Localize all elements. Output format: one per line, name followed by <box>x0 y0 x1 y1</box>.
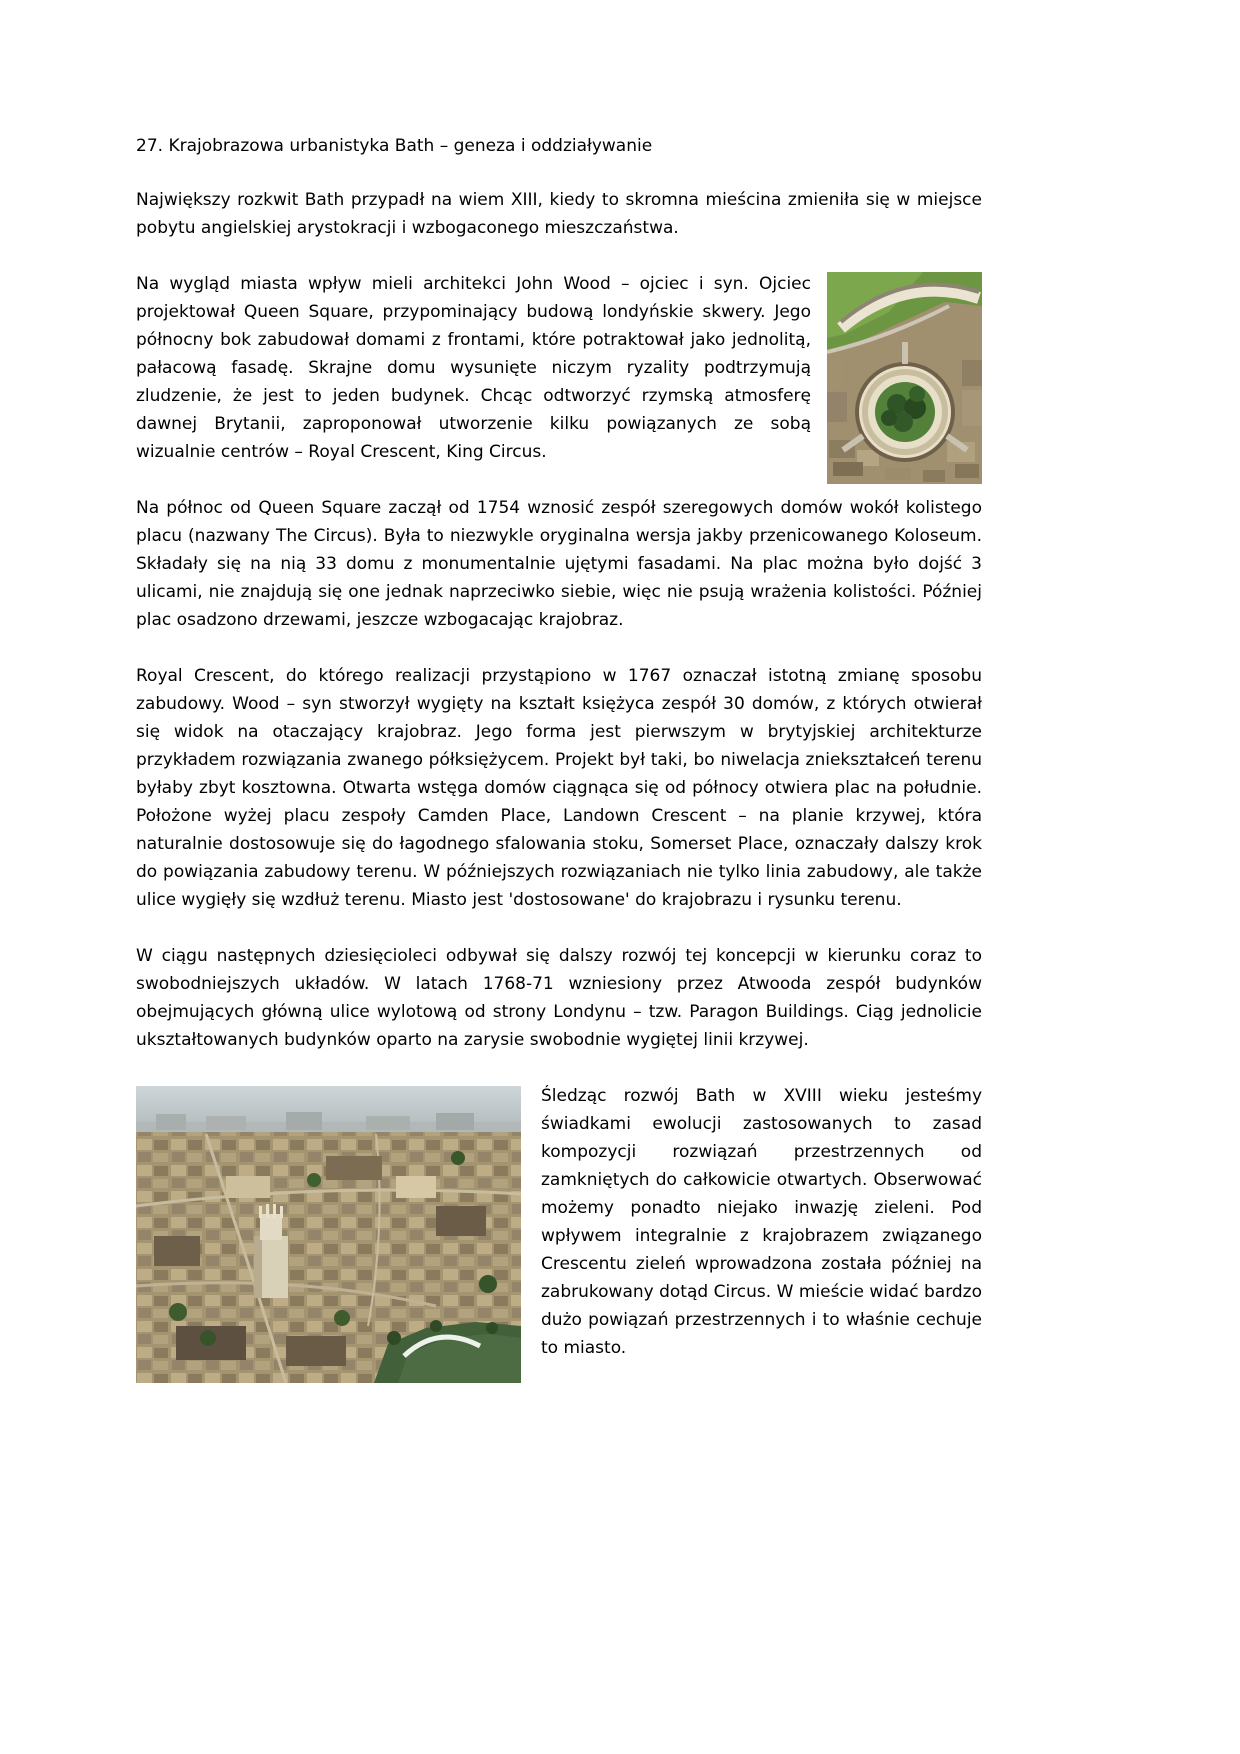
paragraph-queen-square: Na wygląd miasta wpływ mieli architekci John Wood – ojciec i syn. Ojciec projektował Queen Square, przypominający budową londyńskie skwery. Jego północny bok zabudował domami z frontami, które potraktował jako jednolitą, pałacową fasadę. Skrajne domu wysunięte niczym ryzality podtrzymują zludzenie, że jest to jeden budynek. Chcąc odtworzyć rzymską atmosferę dawnej Brytanii, zaproponował utworzenie kilku powiązanych ze sobą wizualnie centrów – Royal Crescent, King Circus. <box>136 274 811 462</box>
bath-circus-aerial-photo <box>827 272 982 484</box>
paragraph-the-circus: Na północ od Queen Square zaczął od 1754 wznosić zespół szeregowych domów wokół kolistego placu (nazwany The Circus). Była to niezwykle oryginalna wersja jakby przenicowanego Koloseum. Składały się na nią 33 domu z monumentalnie ujętymi fasadami. Na plac można było dojść 3 ulicami, nie znajdują się one jednak naprzeciwko siebie, więc nie psują wrażenia kolistości. Później plac osadzono drzewami, jeszcze wzbogacając krajobraz. <box>136 498 982 630</box>
paragraph-royal-crescent: Royal Crescent, do którego realizacji przystąpiono w 1767 oznaczał istotną zmianę sposobu zabudowy. Wood – syn stworzył wygięty na kształt księżyca zespół 30 domów, z których otwierał się widok na otaczający krajobraz. Jego forma jest pierwszym w brytyjskiej architekturze przykładem rozwiązania zwanego półksiężycem. Projekt był taki, bo niwelacja zniekształceń terenu byłaby zbyt kosztowna. Otwarta wstęga domów ciągnąca się od północy otwiera plac na południe. Położone wyżej placu zespoły Camden Place, Landown Crescent – na planie krzywej, która naturalnie dostosowuje się do łagodnego sfalowania stoku, Somerset Place, oznaczały dalszy krok do powiązania zabudowy terenu. W późniejszych rozwiązaniach nie tylko linia zabudowy, ale także ulice wygięły się wzdłuż terenu. Miasto jest 'dostosowane' do krajobrazu i rysunku terenu. <box>136 666 982 910</box>
page-title: 27. Krajobrazowa urbanistyka Bath – geneza i oddziaływanie <box>136 136 653 156</box>
paragraph-evolution: Śledząc rozwój Bath w XVIII wieku jesteśmy świadkami ewolucji zastosowanych to zasad kompozycji rozwiązań przestrzennych od zamkniętych do całkowicie otwartych. Obserwować możemy ponadto niejako inwazję zieleni. Pod wpływem integralnie z krajobrazem związanego Crescentu zieleń wprowadzona została później na zabrukowany dotąd Circus. W mieście widać bardzo dużo powiązań przestrzennych i to właśnie cechuje to miasto. <box>541 1086 982 1358</box>
paragraph-paragon-buildings: W ciągu następnych dziesięcioleci odbywał się dalszy rozwój tej koncepcji w kierunku coraz to swobodniejszych układów. W latach 1768-71 wzniesiony przez Atwooda zespół budynków obejmujących główną ulice wylotową od strony Londynu – tzw. Paragon Buildings. Ciąg jednolicie ukształtowanych budynków oparto na zarysie swobodnie wygiętej linii krzywej. <box>136 946 982 1050</box>
paragraph-queen-square-block <box>136 270 982 494</box>
paragraph-intro: Największy rozkwit Bath przypadł na wiem XIII, kiedy to skromna mieścina zmieniła się w miejsce pobytu angielskiej arystokracji i wzbogaconego mieszczaństwa. <box>136 190 982 238</box>
bath-city-aerial-photo-graphic <box>136 1086 521 1383</box>
bath-city-aerial-photo <box>136 1086 521 1383</box>
paragraph-evolution-block <box>136 1082 982 1391</box>
bath-circus-aerial-photo-graphic <box>827 272 982 484</box>
